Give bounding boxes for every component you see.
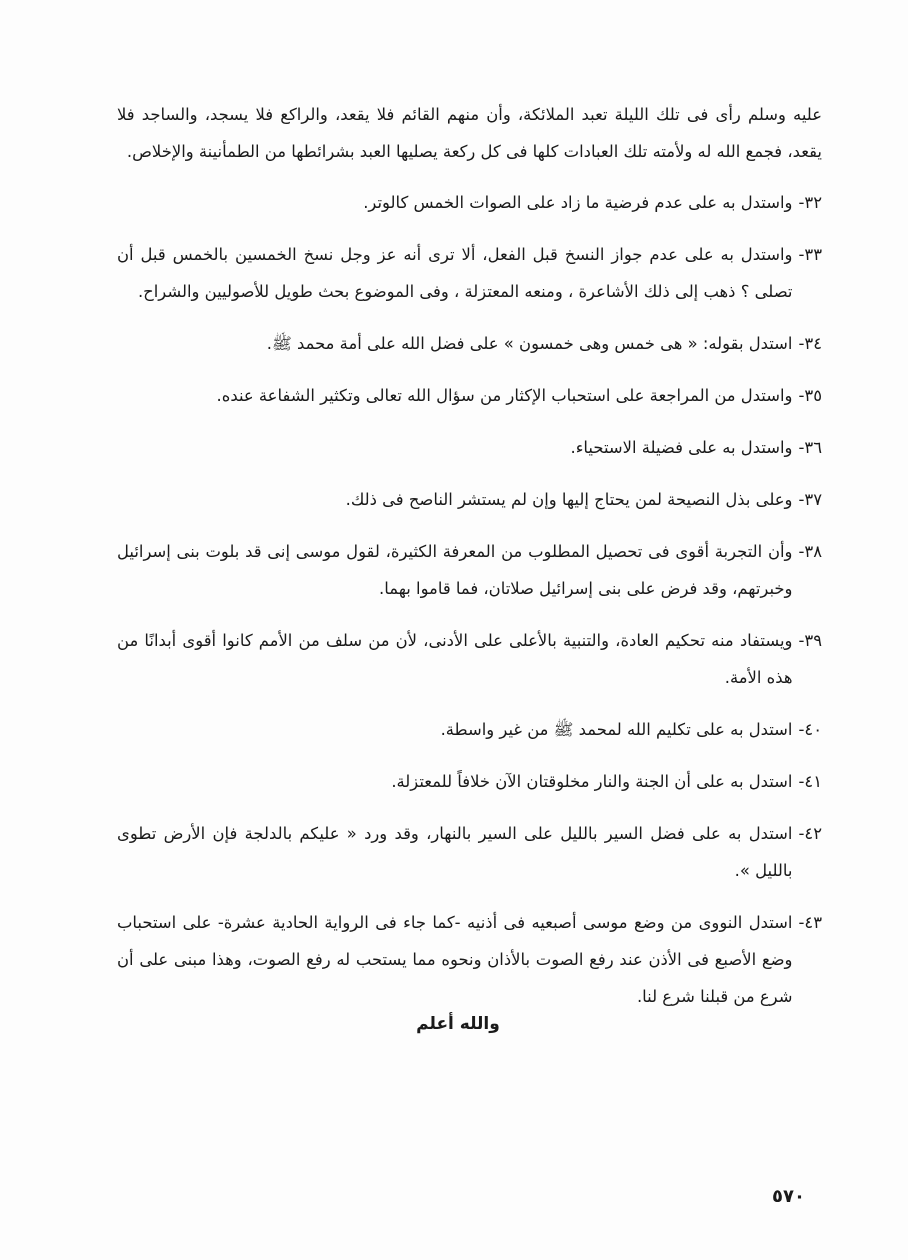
item-text: استدل به على تكليم الله لمحمد ﷺ من غير واسطة. <box>440 720 793 739</box>
item-text: استدل به على فضل السير بالليل على السير بالنهار، وقد ورد « عليكم بالدلجة فإن الأرض تطوى بالليل ». <box>117 824 793 880</box>
list-item <box>117 763 822 800</box>
item-text: واستدل به على عدم فرضية ما زاد على الصوات الخمس كالوتر. <box>363 193 793 212</box>
list-item <box>117 904 822 1015</box>
item-number: ٣٨- <box>798 542 822 561</box>
item-text: استدل بقوله: « هى خمس وهى خمسون » على فضل الله على أمة محمد ﷺ. <box>266 334 793 353</box>
item-text: واستدل من المراجعة على استحباب الإكثار من سؤال الله تعالى وتكثير الشفاعة عنده. <box>216 386 793 405</box>
item-number: ٣٥- <box>798 386 822 405</box>
item-number: ٣٢- <box>798 193 822 212</box>
text-block <box>117 96 822 1030</box>
item-text: ويستفاد منه تحكيم العادة، والتنبية بالأعلى على الأدنى، لأن من سلف من الأمم كانوا أقوى أبدانًا من هذه الأمة. <box>117 631 793 687</box>
list-item <box>117 533 822 607</box>
item-text: واستدل به على عدم جواز النسخ قبل الفعل، ألا ترى أنه عز وجل نسخ الخمسين بالخمس قبل أن تصلى ؟ ذهب إلى ذلك الأشاعرة ، ومنعه المعتزلة ، وفى الموضوع بحث طويل للأصوليين والشراح. <box>117 245 793 301</box>
item-number: ٤١- <box>798 772 822 791</box>
list-item <box>117 622 822 696</box>
closing-text: والله أعلم <box>416 1014 500 1034</box>
list-item <box>117 429 822 466</box>
list-item <box>117 815 822 889</box>
list-item <box>117 236 822 310</box>
closing-phrase <box>0 1014 908 1034</box>
list-item <box>117 184 822 221</box>
item-number: ٤٣- <box>798 913 822 932</box>
opening-paragraph: عليه وسلم رأى فى تلك الليلة تعبد الملائكة، وأن منهم القائم فلا يقعد، والراكع فلا يسجد، والساجد فلا يقعد، فجمع الله له ولأمته تلك العبادات كلها فى كل ركعة يصليها العبد بشرائطها من الطمأنينة والإخلاص. <box>117 105 822 161</box>
list-item <box>117 377 822 414</box>
item-number: ٣٣- <box>798 245 822 264</box>
list-item <box>117 481 822 518</box>
item-text: واستدل به على فضيلة الاستحياء. <box>570 438 793 457</box>
item-number: ٤٢- <box>798 824 822 843</box>
item-number: ٣٧- <box>798 490 822 509</box>
page-number: ٥٧٠ <box>772 1186 805 1207</box>
item-number: ٣٩- <box>798 631 822 650</box>
list-item <box>117 325 822 362</box>
item-text: وأن التجربة أقوى فى تحصيل المطلوب من المعرفة الكثيرة، لقول موسى إنى قد بلوت بنى إسرائيل وخبرتهم، وقد فرض على بنى إسرائيل صلاتان، فما قاموا بهما. <box>117 542 793 598</box>
item-number: ٣٦- <box>798 438 822 457</box>
item-text: وعلى بذل النصيحة لمن يحتاج إليها وإن لم يستشر الناصح فى ذلك. <box>345 490 793 509</box>
list-item <box>117 711 822 748</box>
item-text: استدل به على أن الجنة والنار مخلوقتان الآن خلافاً للمعتزلة. <box>391 772 793 791</box>
item-number: ٤٠- <box>798 720 822 739</box>
item-text: استدل النووى من وضع موسى أصبعيه فى أذنيه -كما جاء فى الرواية الحادية عشرة- على استحباب وضع الأصبع فى الأذن عند رفع الصوت بالأذان ونحوه مما يستحب له رفع الصوت، وهذا مبنى على أن شرع من قبلنا شرع لنا. <box>117 913 793 1006</box>
item-number: ٣٤- <box>798 334 822 353</box>
